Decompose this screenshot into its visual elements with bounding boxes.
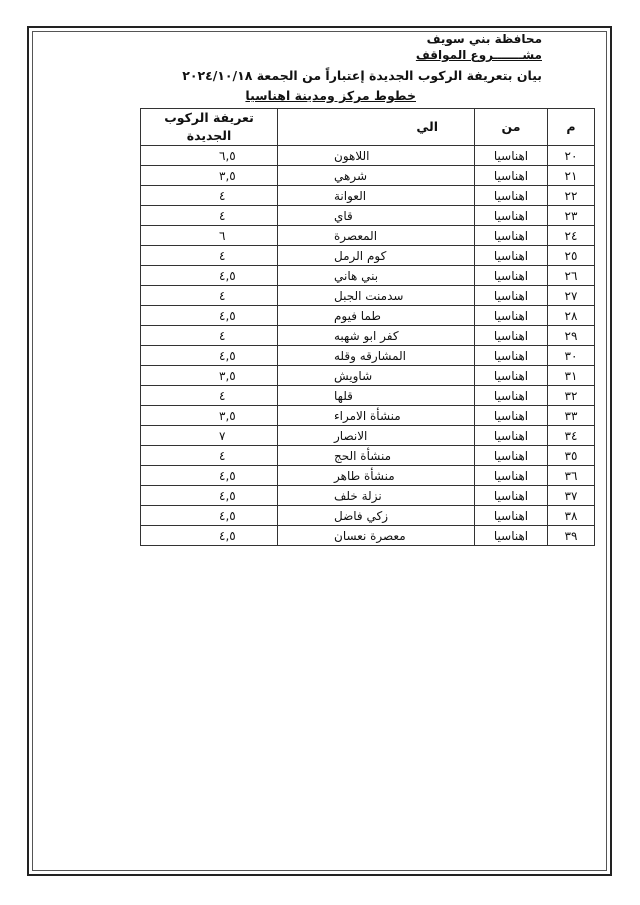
cell-to: معصرة نعسان: [278, 526, 475, 546]
header-fare: تعريفة الركوب الجديدة: [141, 109, 278, 146]
cell-from: اهناسيا: [475, 226, 548, 246]
table-header-row: [141, 109, 595, 146]
cell-to: الانصار: [278, 426, 475, 446]
table-row: [141, 486, 595, 506]
cell-from: اهناسيا: [475, 486, 548, 506]
cell-to: منشأة الامراء: [278, 406, 475, 426]
table-row: [141, 146, 595, 166]
table-row: [141, 186, 595, 206]
cell-from: اهناسيا: [475, 346, 548, 366]
governorate-name: محافظة بني سويف: [426, 32, 542, 46]
cell-num: ٢٩: [548, 326, 595, 346]
cell-from: اهناسيا: [475, 526, 548, 546]
cell-to: كوم الرمل: [278, 246, 475, 266]
cell-from: اهناسيا: [475, 186, 548, 206]
cell-fare: ٤,٥: [141, 266, 278, 286]
cell-fare: ٧: [141, 426, 278, 446]
table-row: [141, 346, 595, 366]
cell-fare: ٤: [141, 246, 278, 266]
cell-num: ٢٤: [548, 226, 595, 246]
table-row: [141, 446, 595, 466]
cell-num: ٢١: [548, 166, 595, 186]
cell-fare: ٤,٥: [141, 526, 278, 546]
header-from: من: [475, 109, 548, 146]
table-row: [141, 246, 595, 266]
cell-from: اهناسيا: [475, 506, 548, 526]
cell-to: شاويش: [278, 366, 475, 386]
cell-fare: ٤: [141, 206, 278, 226]
table-row: [141, 206, 595, 226]
cell-fare: ٤,٥: [141, 486, 278, 506]
cell-from: اهناسيا: [475, 166, 548, 186]
cell-fare: ٤: [141, 386, 278, 406]
cell-from: اهناسيا: [475, 306, 548, 326]
table-body: [141, 146, 595, 546]
table-row: [141, 366, 595, 386]
header-num: م: [548, 109, 595, 146]
cell-num: ٢٠: [548, 146, 595, 166]
document-title: بيان بتعريفة الركوب الجديدة إعتباراً من الجمعة ٢٠٢٤/١٠/١٨: [182, 68, 542, 83]
cell-num: ٣٣: [548, 406, 595, 426]
cell-to: المشارقه وقله: [278, 346, 475, 366]
table-row: [141, 266, 595, 286]
cell-from: اهناسيا: [475, 466, 548, 486]
cell-fare: ٦,٥: [141, 146, 278, 166]
cell-num: ٣٦: [548, 466, 595, 486]
table-row: [141, 386, 595, 406]
cell-from: اهناسيا: [475, 146, 548, 166]
cell-num: ٢٣: [548, 206, 595, 226]
fare-table: [140, 108, 595, 546]
cell-fare: ٤,٥: [141, 346, 278, 366]
cell-from: اهناسيا: [475, 446, 548, 466]
cell-fare: ٤,٥: [141, 506, 278, 526]
table-row: [141, 166, 595, 186]
cell-from: اهناسيا: [475, 266, 548, 286]
cell-to: زكي فاضل: [278, 506, 475, 526]
cell-num: ٣٠: [548, 346, 595, 366]
header-to: الي: [278, 109, 475, 146]
cell-num: ٣١: [548, 366, 595, 386]
cell-fare: ٤: [141, 326, 278, 346]
table-row: [141, 326, 595, 346]
table-row: [141, 426, 595, 446]
cell-num: ٢٢: [548, 186, 595, 206]
cell-to: اللاهون: [278, 146, 475, 166]
cell-fare: ٤: [141, 446, 278, 466]
cell-to: بني هاني: [278, 266, 475, 286]
cell-num: ٣٤: [548, 426, 595, 446]
cell-to: طما فيوم: [278, 306, 475, 326]
cell-from: اهناسيا: [475, 366, 548, 386]
page-frame: [27, 26, 612, 876]
cell-from: اهناسيا: [475, 246, 548, 266]
cell-to: كفر ابو شهبه: [278, 326, 475, 346]
cell-from: اهناسيا: [475, 426, 548, 446]
cell-to: قلها: [278, 386, 475, 406]
cell-from: اهناسيا: [475, 206, 548, 226]
cell-to: سدمنت الجبل: [278, 286, 475, 306]
cell-fare: ٤,٥: [141, 306, 278, 326]
cell-fare: ٤: [141, 286, 278, 306]
cell-to: منشأة طاهر: [278, 466, 475, 486]
cell-num: ٣٩: [548, 526, 595, 546]
cell-to: شرهي: [278, 166, 475, 186]
table-row: [141, 406, 595, 426]
cell-from: اهناسيا: [475, 326, 548, 346]
cell-fare: ٣,٥: [141, 366, 278, 386]
table-row: [141, 286, 595, 306]
cell-num: ٢٥: [548, 246, 595, 266]
cell-fare: ٣,٥: [141, 406, 278, 426]
cell-to: المعصرة: [278, 226, 475, 246]
cell-num: ٢٦: [548, 266, 595, 286]
cell-fare: ٦: [141, 226, 278, 246]
cell-num: ٣٧: [548, 486, 595, 506]
cell-num: ٢٨: [548, 306, 595, 326]
table-row: [141, 466, 595, 486]
project-name: مشـــــــروع المواقف: [415, 48, 542, 62]
cell-fare: ٤,٥: [141, 466, 278, 486]
table-row: [141, 306, 595, 326]
cell-fare: ٤: [141, 186, 278, 206]
document-subtitle: خطوط مركز ومدينة اهناسيا: [245, 88, 416, 103]
cell-to: قاي: [278, 206, 475, 226]
cell-fare: ٣,٥: [141, 166, 278, 186]
cell-to: منشأة الحج: [278, 446, 475, 466]
cell-num: ٣٨: [548, 506, 595, 526]
table-row: [141, 226, 595, 246]
cell-to: العوانة: [278, 186, 475, 206]
cell-to: نزلة خلف: [278, 486, 475, 506]
cell-from: اهناسيا: [475, 406, 548, 426]
cell-num: ٣٥: [548, 446, 595, 466]
cell-from: اهناسيا: [475, 286, 548, 306]
table-row: [141, 506, 595, 526]
cell-num: ٢٧: [548, 286, 595, 306]
table-row: [141, 526, 595, 546]
cell-from: اهناسيا: [475, 386, 548, 406]
cell-num: ٣٢: [548, 386, 595, 406]
